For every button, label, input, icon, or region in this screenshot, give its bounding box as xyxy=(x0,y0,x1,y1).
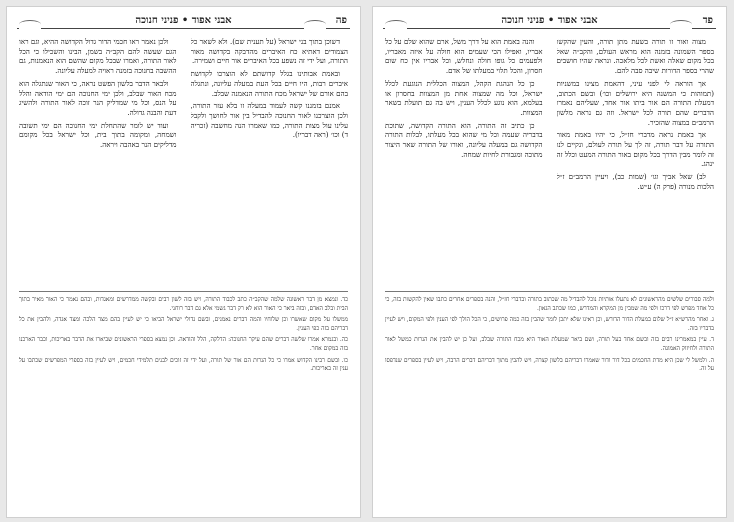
footnote: ג. ואחר מהרש״א ז״ל שלום במעלת הדור הדורש, וכן ראינו שלא יתכן לומר שהבין בזה כמה פרושים, כי הכל הולך לפי הענין ולפי המקום, ויש לעיין בדבריו בזה. xyxy=(385,317,714,332)
right-page-header xyxy=(383,15,716,31)
header-ornament-icon xyxy=(304,20,326,29)
page-number: פד xyxy=(700,15,716,26)
footnote: ה. ולמשל לי שכן היא מדת החכמים בכל דור ודור שאמרו דבריהם בלשון קצרה, ויש להבין מתוך דבריהם דברים הרבה, ויש לעיין בספרים שנדפסו על זה. xyxy=(385,357,714,373)
footnotes xyxy=(385,296,714,512)
paragraph: אך הוראה לי לפני עיני, דהאמת מצינו במשניות (תמוהות כי המשנה היא ירושלים וכו׳) ובשם הכתוב, דמעלת התורה הם אור ביתו אור אחד, שעליהם נאמרו הדברים שהם תורה לכל ישראל. וזה גם נראה מלשון הרמב״ם במצוה שהזכיר. xyxy=(556,78,714,127)
paragraph: והנה באמת הוא על דרך משל, ארם שהוא שלם על כל אבריו, ואפילו הכי שעמים הוא חולה על איזה מאבריו, ולפעמים כל גופו חולה ונחלש, וכל אבריו אין כח שום חסרון, והכל תלוי במעלתו של אדם. xyxy=(385,37,543,76)
footnote: ממשלו על מקום שאשרו וכן שלוחיו והמה דברים נאמנים, ובשם גדולי ישראל הביאו כי יש לעיין בהם מצד הלכה ומצד אגדה, ולהבין את כל דבריהם בזה כפי הענין. xyxy=(19,317,348,332)
paragraph: אך באמת נראה מדברי חז״ל, כי יהיו באמת מאור התורה על דבר תורה, זה לך על תורה לעולם, ונקיים לנו זה לומר מבין הדרך בכל מקום באור התורה המעט וכלל זה ינהג. xyxy=(556,130,714,169)
paragraph: ולבאר הדבר בלשון הפשט נראה, כי האור שנתגלה הוא מכח האור שבלב, ולכן ימי החנוכה הם ימי הודאה והלל על הנס, וכל מי שמדליק הנר זוכה לאור התורה ולהשיג דעת והבנה גדולה. xyxy=(19,78,177,117)
main-text xyxy=(19,37,348,287)
footnote: כד. ונמצא מן דבר ראשונה שלמה שהקב״ה כתב לכבוד התורה, ויש בזה לשון רבים ובקשה ממדרשים ומאגדות, ובהם נאמר כי האור מאיר בתוך הבית ובלב האדם, ובזה ביאר כי האור הוא לא רק דבר גשמי אלא גם דבר רוחני. xyxy=(19,297,348,312)
header-rule xyxy=(17,28,350,29)
paragraph: לב) שאל אביך וגו׳ (שמות כב), ויעיין הרמב״ם ז״ל הלכות מנורה (פרק ה) ע״ש. xyxy=(556,172,714,191)
right-page xyxy=(372,6,727,518)
running-title: אבני אפוד • פניני חנוכה xyxy=(498,15,600,26)
footnotes xyxy=(19,296,348,512)
column-right xyxy=(557,37,715,287)
paragraph: ולכן נאמר ראו חכמי הדור גדול הקדושה ההיא, וגם ראו הגם שעשה להם הקב״ה בשמן, הבינו והשכילו כי הכל לאור התורה, ואמרו שבכל מקום שהשם הוא הנאמנות, גם ההשבה בחנוכה בזמנה ראויה למעלה עליונה. xyxy=(19,37,177,76)
footnote: כו. ובשם רבינו הקדוש אמרו כי כל הנרות הם אור של תורה, ועל ידי זה זוכים לבנים תלמידי חכמים, ויש לעיין בזה בספרי המפרשים שכתבו על ענין זה באריכות. xyxy=(19,357,348,373)
paragraph: דשוכן בתוך בני ישראל (על תענית שם). ולא לשאר כל הצמודים דאתיא כח האיברים מהדבקה בקדושה מאור התורה, ועל ידי זה נשפע בכל האיברים אור חיים ושמירה. xyxy=(190,37,348,66)
paragraph: מצוה ואור זו תורה בשעת מתן תורה, והעין שהקשו בספר השמונה בזמנה הוא מראש העולם, והקב״ה שאל בכל מקום שאלה ואשת לכל מלאכה. ונראה שהיו חושבים שהרי בספר הדורות שיבה סבה להם. xyxy=(556,37,714,76)
paragraph: ועוד יש לומר שהתחלת ימי החנוכה הם ימי תשובה ושמחה, ומקומה בתוך בית, וכל ישראל בכל מקומם מדליקים הנר באהבה ויראה. xyxy=(19,120,177,150)
paragraph: אמנם בזמננו קשה לעמוד במעלה זו בלא עזר התורה, ולכן הוצרכנו לאור החנוכה להבדיל בין אור לחושך ולקבל עלינו עול מצות התורה, כמו שאמרו הנה מחשבה (זכריה ד) וכו׳ (ראה דבריו). xyxy=(190,101,348,140)
footnote: ולמה סבורים שלשים מהראשונים לא נתעלו אותיות נוכל להבדיל מה שכתוב בתורה ובדברי חז״ל, והנה בספרים אחרים כתבו שאין להקשות בזה, כי כל אחד מפרש לפי דרכו ולפי מה שמבין מן המקרא והמדרש, כמו שכתב הגאון. xyxy=(385,297,714,312)
column-left xyxy=(385,37,543,287)
main-text xyxy=(385,37,714,287)
header-ornament-icon xyxy=(19,20,41,29)
footnote-divider xyxy=(385,291,714,292)
footnote: ד. עיין במאמרינו רבים בזה ובשם אחד בעל תורה, ושם ביאר שמעלת האור היא מכח התורה שבלב, ועל כן יש להבין את הנרות כמשל לאור התורה ולחיזוק האמונה. xyxy=(385,337,714,352)
left-page-header xyxy=(17,15,350,31)
paragraph: כן כתיב זה התורה, הוא התורה הקדושה, שתוכת בדבריה שעמה וכל מי שהוא בכל מעלתו, לבלות התורה הקדושה גם במעלה עליונה, ואורו של התורה שאר היצור מתוכה ומגבורת לחיות שמחה. xyxy=(385,120,543,159)
header-ornament-icon xyxy=(385,20,407,29)
paragraph: ובאמת אבותינו בגלל קדושתם לא הוצרכו לקדושת איברים רבות, היו חיים בכל העת במעלה עליונה, ונתגלה בהם אורם של ישראל מכח התורה הנאמנה שבלב. xyxy=(190,69,348,98)
column-left xyxy=(19,37,177,287)
footnote: כה. ובגמרא אמרו שלשה דברים שהם עיקר החנוכה: הדלקה, הלל והודאה. וכן נמצא בספרי הראשונים שביארו את הדבר באריכות, וכבר הארכנו בזה במקום אחר. xyxy=(19,337,348,352)
footnote-divider xyxy=(19,291,348,292)
header-ornament-icon xyxy=(670,20,692,29)
paragraph: כן כל הנהגת הקהל, המצוה הכללית הנוגעת לכלל ישראל, וכל מה שמצוה אחת מן המצוות בחסרון או בעלמא, הוא נוגע לכלל הענין, ויש בה גם תועלת בשאר המצוות. xyxy=(385,78,543,117)
page-number: פה xyxy=(333,15,350,26)
left-page xyxy=(6,6,361,518)
running-title: אבני אפוד • פניני חנוכה xyxy=(132,15,234,26)
header-rule xyxy=(383,28,716,29)
column-right xyxy=(191,37,349,287)
